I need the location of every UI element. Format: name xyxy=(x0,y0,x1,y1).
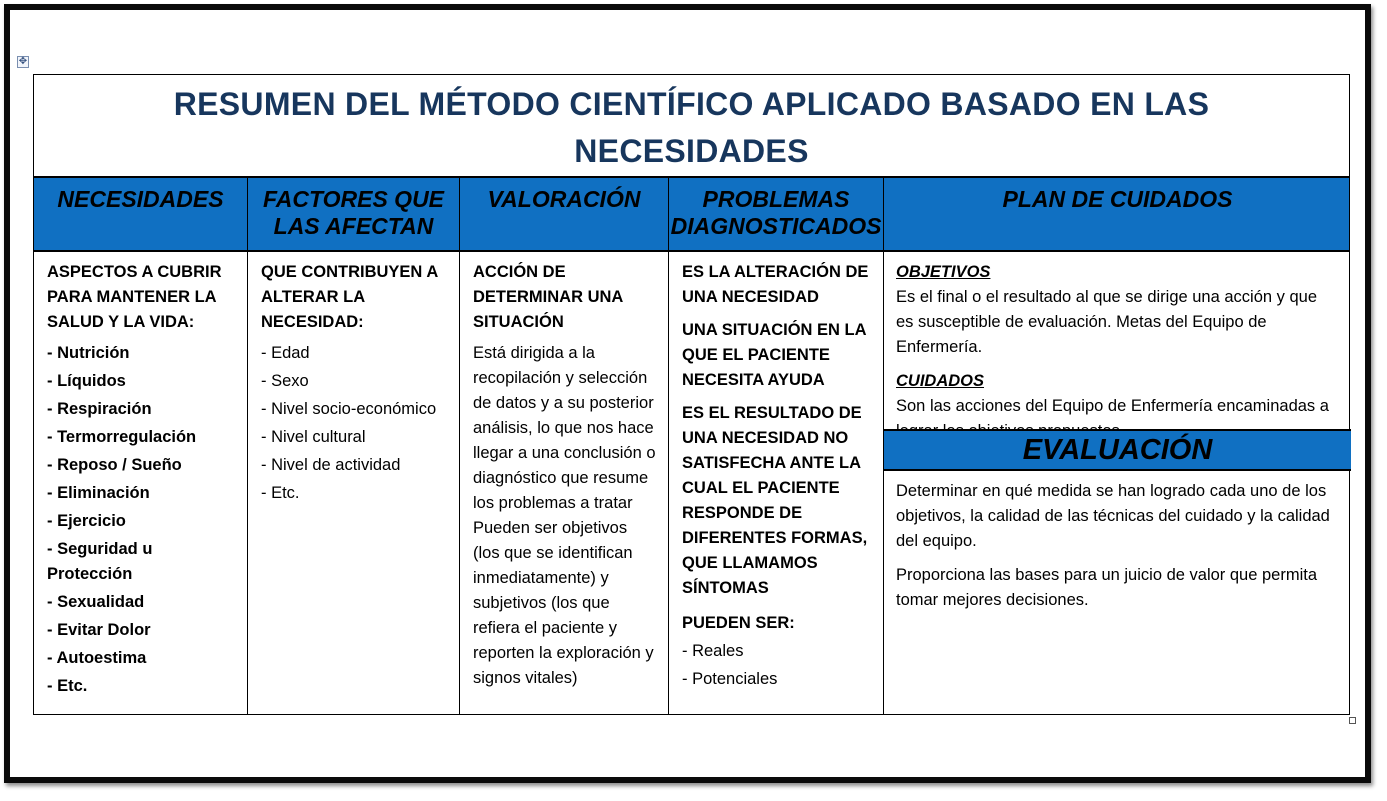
list-item: - Nivel cultural xyxy=(261,428,366,446)
header-valoracion-label: VALORACIÓN xyxy=(487,186,641,212)
problemas-cell xyxy=(669,252,884,715)
list-item: - Evitar Dolor xyxy=(47,621,151,639)
evaluacion-header xyxy=(884,429,1351,471)
title-line-2: NECESIDADES xyxy=(574,133,809,169)
necesidades-cell xyxy=(34,252,248,715)
problemas-definition-2: UNA SITUACIÓN EN LA QUE EL PACIENTE NECESITA AYUDA xyxy=(682,321,866,389)
list-item: - Líquidos xyxy=(47,372,126,390)
factores-list xyxy=(261,341,449,506)
table-move-handle-icon[interactable]: ✥ xyxy=(18,56,28,67)
title-line-1: RESUMEN DEL MÉTODO CIENTÍFICO APLICADO BASADO EN LAS xyxy=(173,86,1210,122)
plan-top-section xyxy=(884,252,1351,420)
valoracion-paragraph-2: Pueden ser objetivos (los que se identifican inmediatamente) y subjetivos (los que refiera el paciente y reporten la exploración y signos vitales) xyxy=(473,519,654,687)
list-item: - Nivel de actividad xyxy=(261,456,401,474)
table-title xyxy=(34,75,1349,178)
body-row xyxy=(34,252,1349,715)
plan-cell xyxy=(884,252,1351,715)
header-factores-line1: FACTORES QUE xyxy=(262,186,445,212)
header-problemas-line2: DIAGNOSTICADOS xyxy=(670,213,882,239)
list-item: - Edad xyxy=(261,344,310,362)
list-item: - Potenciales xyxy=(682,670,778,688)
necesidades-list xyxy=(47,341,237,699)
valoracion-intro: ACCIÓN DE DETERMINAR UNA SITUACIÓN xyxy=(473,263,623,331)
list-item: - Etc. xyxy=(261,484,300,502)
list-item: - Seguridad u Protección xyxy=(47,540,153,583)
list-item: - Termorregulación xyxy=(47,428,197,446)
summary-table xyxy=(33,74,1350,715)
problemas-pueden-ser: PUEDEN SER: xyxy=(682,614,795,632)
header-plan-label: PLAN DE CUIDADOS xyxy=(1002,186,1233,212)
list-item: - Autoestima xyxy=(47,649,147,667)
problemas-definition-3: ES EL RESULTADO DE UNA NECESIDAD NO SATISFECHA ANTE LA CUAL EL PACIENTE RESPONDE DE DIFERENTES FORMAS, QUE LLAMAMOS SÍNTOMAS xyxy=(682,404,868,597)
header-problemas xyxy=(669,178,884,250)
header-necesidades xyxy=(34,178,248,250)
header-necesidades-label: NECESIDADES xyxy=(57,186,224,212)
list-item: - Reales xyxy=(682,642,744,660)
cuidados-text: Son las acciones del Equipo de Enfermería encaminadas a xyxy=(896,397,1329,415)
evaluacion-heading: EVALUACIÓN xyxy=(1022,434,1213,466)
list-item: - Eliminación xyxy=(47,484,150,502)
list-item: - Etc. xyxy=(47,677,88,695)
list-item: - Sexualidad xyxy=(47,593,145,611)
header-factores xyxy=(248,178,460,250)
list-item: - Sexo xyxy=(261,372,309,390)
necesidades-intro: ASPECTOS A CUBRIR PARA MANTENER LA SALUD Y LA VIDA: xyxy=(47,263,222,331)
header-factores-line2: LAS AFECTAN xyxy=(273,213,434,239)
header-plan xyxy=(884,178,1351,250)
valoracion-cell xyxy=(460,252,669,715)
evaluacion-text-2: Proporciona las bases para un juicio de valor que permita tomar mejores decisiones. xyxy=(896,566,1317,609)
list-item: - Ejercicio xyxy=(47,512,126,530)
list-item: - Nivel socio-económico xyxy=(261,400,437,418)
list-item: - Respiración xyxy=(47,400,152,418)
problemas-definition-1: ES LA ALTERACIÓN DE UNA NECESIDAD xyxy=(682,263,869,306)
factores-cell xyxy=(248,252,460,715)
list-item: - Nutrición xyxy=(47,344,130,362)
table-resize-handle-icon[interactable] xyxy=(1349,717,1356,724)
evaluacion-section xyxy=(884,471,1351,613)
header-valoracion xyxy=(460,178,669,250)
objetivos-heading: OBJETIVOS xyxy=(896,263,991,281)
objetivos-text: Es el final o el resultado al que se dirige una acción y que es susceptible de evaluación. Metas del Equipo de Enfermería. xyxy=(896,288,1318,356)
valoracion-paragraph-1: Está dirigida a la recopilación y selección de datos y a su posterior análisis, lo que nos hace llegar a una conclusión o diagnóstico que resume los problemas a tratar xyxy=(473,344,656,512)
factores-intro: QUE CONTRIBUYEN A ALTERAR LA NECESIDAD: xyxy=(261,263,438,331)
header-row xyxy=(34,178,1349,252)
list-item: - Reposo / Sueño xyxy=(47,456,182,474)
cuidados-heading: CUIDADOS xyxy=(896,372,985,390)
evaluacion-text-1: Determinar en qué medida se han logrado cada uno de los objetivos, la calidad de las técnicas del cuidado y la calidad del equipo. xyxy=(896,482,1330,550)
header-problemas-line1: PROBLEMAS xyxy=(702,186,850,212)
